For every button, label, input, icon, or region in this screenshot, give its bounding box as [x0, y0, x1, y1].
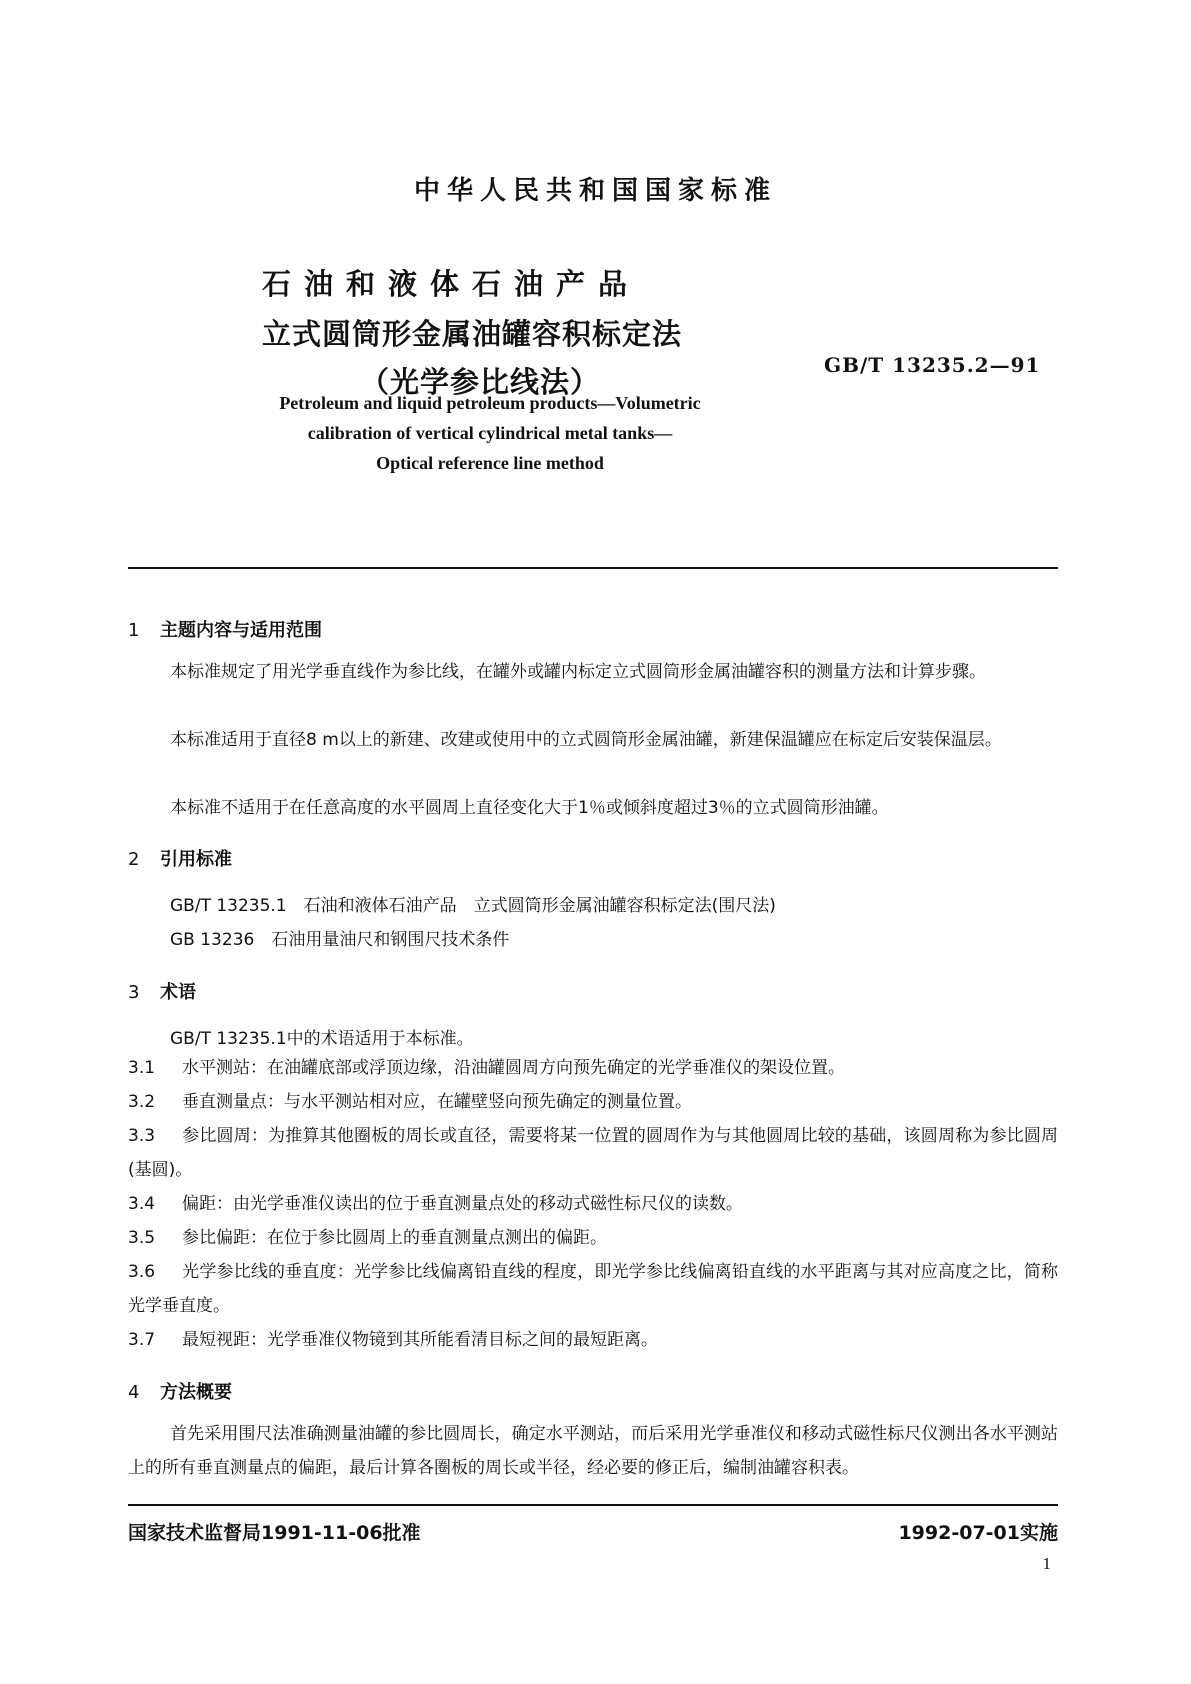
- en-title-line3: Optical reference line method: [376, 453, 604, 473]
- section-4-heading: [128, 1378, 232, 1404]
- page-number: 1: [1042, 1554, 1051, 1573]
- section-title: 方法概要: [160, 1382, 232, 1403]
- section-number: 3: [128, 982, 140, 1003]
- bottom-divider: [128, 1504, 1058, 1506]
- section-1-heading: [128, 616, 322, 642]
- cn-title-line3: （光学参比线法）: [360, 365, 601, 399]
- section-number: 2: [128, 849, 140, 870]
- standard-code: GB/T 13235.2—91: [824, 353, 1041, 377]
- en-title-line2: calibration of vertical cylindrical metal tanks—: [307, 423, 673, 443]
- approval-line: 国家技术监督局1991-11-06批准: [128, 1522, 421, 1544]
- section-title: 引用标准: [160, 849, 232, 870]
- en-title-line1: Petroleum and liquid petroleum products—Volumetric: [279, 393, 701, 413]
- term-3-1: 3.1 水平测站：在油罐底部或浮顶边缘，沿油罐圆周方向预先确定的光学垂准仪的架设位置。: [128, 1058, 845, 1078]
- top-divider: [128, 567, 1058, 569]
- section-title: 主题内容与适用范围: [160, 620, 322, 641]
- term-3-6: 3.6 光学参比线的垂直度：光学参比线偏离铅直线的程度，即光学参比线偏离铅直线的水平距离与其对应高度之比，简称光学垂直度。: [128, 1262, 1058, 1316]
- cn-title-line1: 石油和液体石油产品: [262, 267, 641, 301]
- terms-intro: GB/T 13235.1中的术语适用于本标准。: [170, 1029, 474, 1049]
- section-number: 1: [128, 620, 140, 641]
- section-2-heading: [128, 845, 232, 871]
- section-1-paragraph-2: 本标准适用于直径8 m以上的新建、改建或使用中的立式圆筒形金属油罐，新建保温罐应在标定后安装保温层。: [170, 730, 1002, 750]
- reference-standard-2: GB 13236 石油用量油尺和钢围尺技术条件: [170, 930, 510, 950]
- section-3-heading: [128, 978, 196, 1004]
- section-1-paragraph-3: 本标准不适用于在任意高度的水平圆周上直径变化大于1％或倾斜度超过3％的立式圆筒形油罐。: [170, 798, 889, 818]
- section-1-paragraph-1: 本标准规定了用光学垂直线作为参比线，在罐外或罐内标定立式圆筒形金属油罐容积的测量方法和计算步骤。: [170, 662, 986, 682]
- term-3-2: 3.2 垂直测量点：与水平测站相对应，在罐壁竖向预先确定的测量位置。: [128, 1092, 692, 1112]
- cn-title-line2: 立式圆筒形金属油罐容积标定法: [262, 317, 683, 351]
- term-3-5: 3.5 参比偏距：在位于参比圆周上的垂直测量点测出的偏距。: [128, 1228, 607, 1248]
- effective-date: 1992-07-01实施: [898, 1522, 1058, 1544]
- term-3-3: 3.3 参比圆周：为推算其他圈板的周长或直径，需要将某一位置的圆周作为与其他圆周比较的基础，该圆周称为参比圆周(基圆)。: [128, 1126, 1058, 1180]
- term-3-4: 3.4 偏距：由光学垂准仪读出的位于垂直测量点处的移动式磁性标尺仪的读数。: [128, 1194, 743, 1214]
- reference-standard-1: GB/T 13235.1 石油和液体石油产品 立式圆筒形金属油罐容积标定法(围尺法): [170, 896, 776, 916]
- section-number: 4: [128, 1382, 140, 1403]
- section-title: 术语: [160, 982, 196, 1003]
- national-standard-header: 中华人民共和国国家标准: [413, 176, 777, 206]
- term-3-7: 3.7 最短视距：光学垂准仪物镜到其所能看清目标之间的最短距离。: [128, 1330, 658, 1350]
- section-4-paragraph-1: 首先采用围尺法准确测量油罐的参比圆周长，确定水平测站，而后采用光学垂准仪和移动式磁性标尺仪测出各水平测站上的所有垂直测量点的偏距，最后计算各圈板的周长或半径，经必要的修正后，编制油罐容积表。: [128, 1424, 1058, 1478]
